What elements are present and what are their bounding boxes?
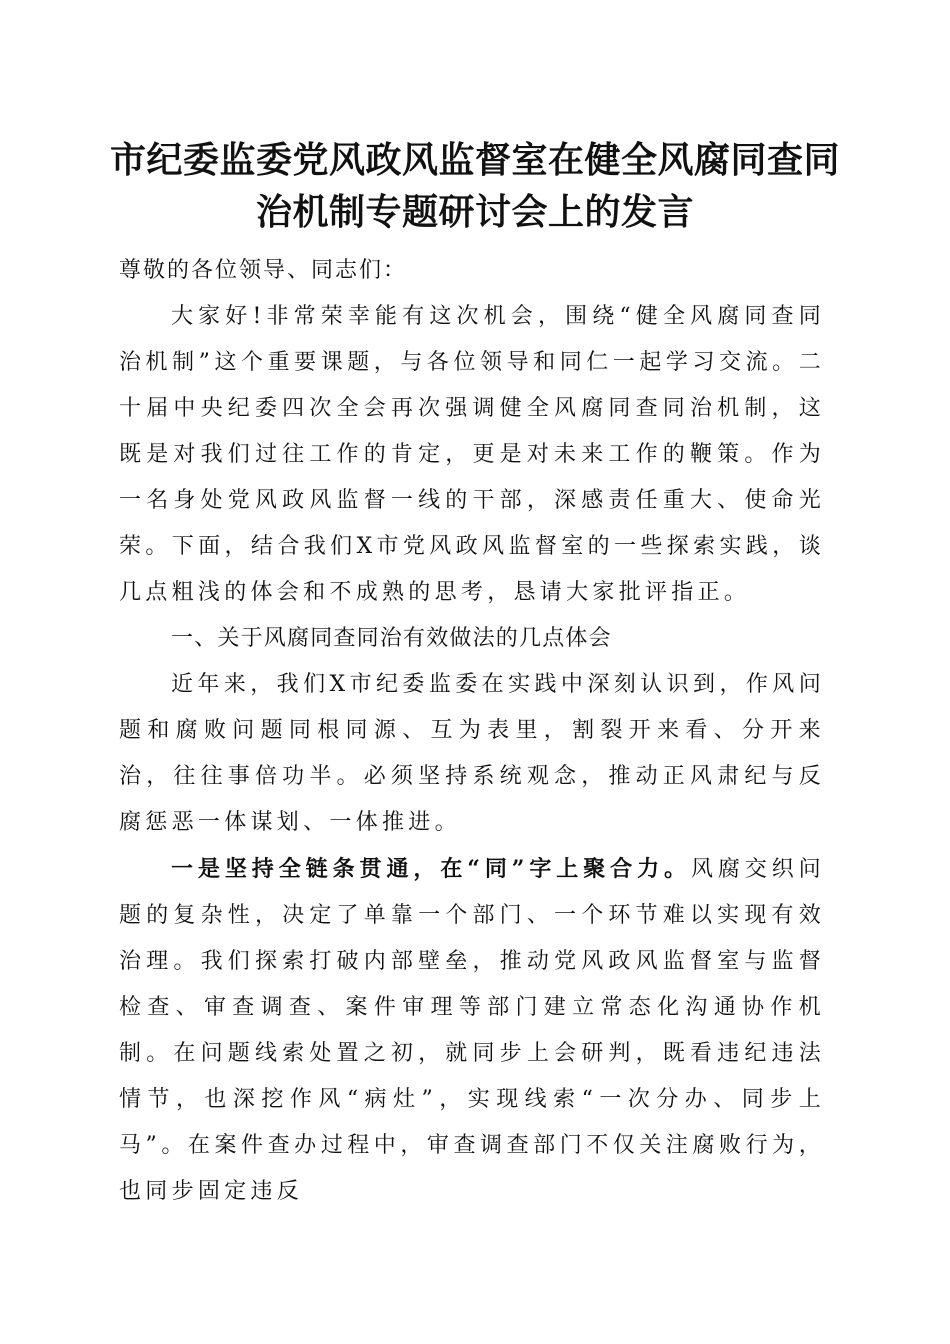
- document-body: [119, 248, 825, 1215]
- document-title: [110, 134, 840, 238]
- intro-paragraph: 大家好!非常荣幸能有这次机会，围绕“健全风腐同查同治机制”这个重要课题，与各位领导和同仁一起学习交流。二十届中央纪委四次全会再次强调健全风腐同查同治机制，这既是对我们过往工作的肯定，更是对未来工作的鞭策。作为一名身处党风政风监督一线的干部，深感责任重大、使命光荣。下面，结合我们X市党风政风监督室的一些探索实践，谈几点粗浅的体会和不成熟的思考，恳请大家批评指正。: [119, 304, 825, 605]
- point-one-lead: 一是坚持全链条贯通，在“同”字上聚合力。: [171, 856, 691, 882]
- point-one-paragraph: [119, 846, 825, 1215]
- salutation: 尊敬的各位领导、同志们：: [119, 258, 408, 283]
- section-paragraph: 近年来，我们X市纪委监委在实践中深刻认识到，作风问题和腐败问题同根同源、互为表里，割裂开来看、分开来治，往往事倍功半。必须坚持系统观念，推动正风肃纪与反腐惩恶一体谋划、一体推进。: [119, 672, 825, 835]
- title-line-2: 治机制专题研讨会上的发言: [255, 191, 694, 233]
- section-heading: 一、关于风腐同查同治有效做法的几点体会: [171, 626, 612, 651]
- title-line-1: 市纪委监委党风政风监督室在健全风腐同查同: [110, 139, 841, 181]
- point-one-text: 风腐交织问题的复杂性，决定了单靠一个部门、一个环节难以实现有效治理。我们探索打破内部壁垒，推动党风政风监督室与监督检查、审查调查、案件审理等部门建立常态化沟通协作机制。在问题线索处置之初，就同步上会研判，既看违纪违法情节，也深挖作风“病灶”，实现线索“一次分办、同步上马”。在案件查办过程中，审查调查部门不仅关注腐败行为，也同步固定违反: [119, 857, 825, 1204]
